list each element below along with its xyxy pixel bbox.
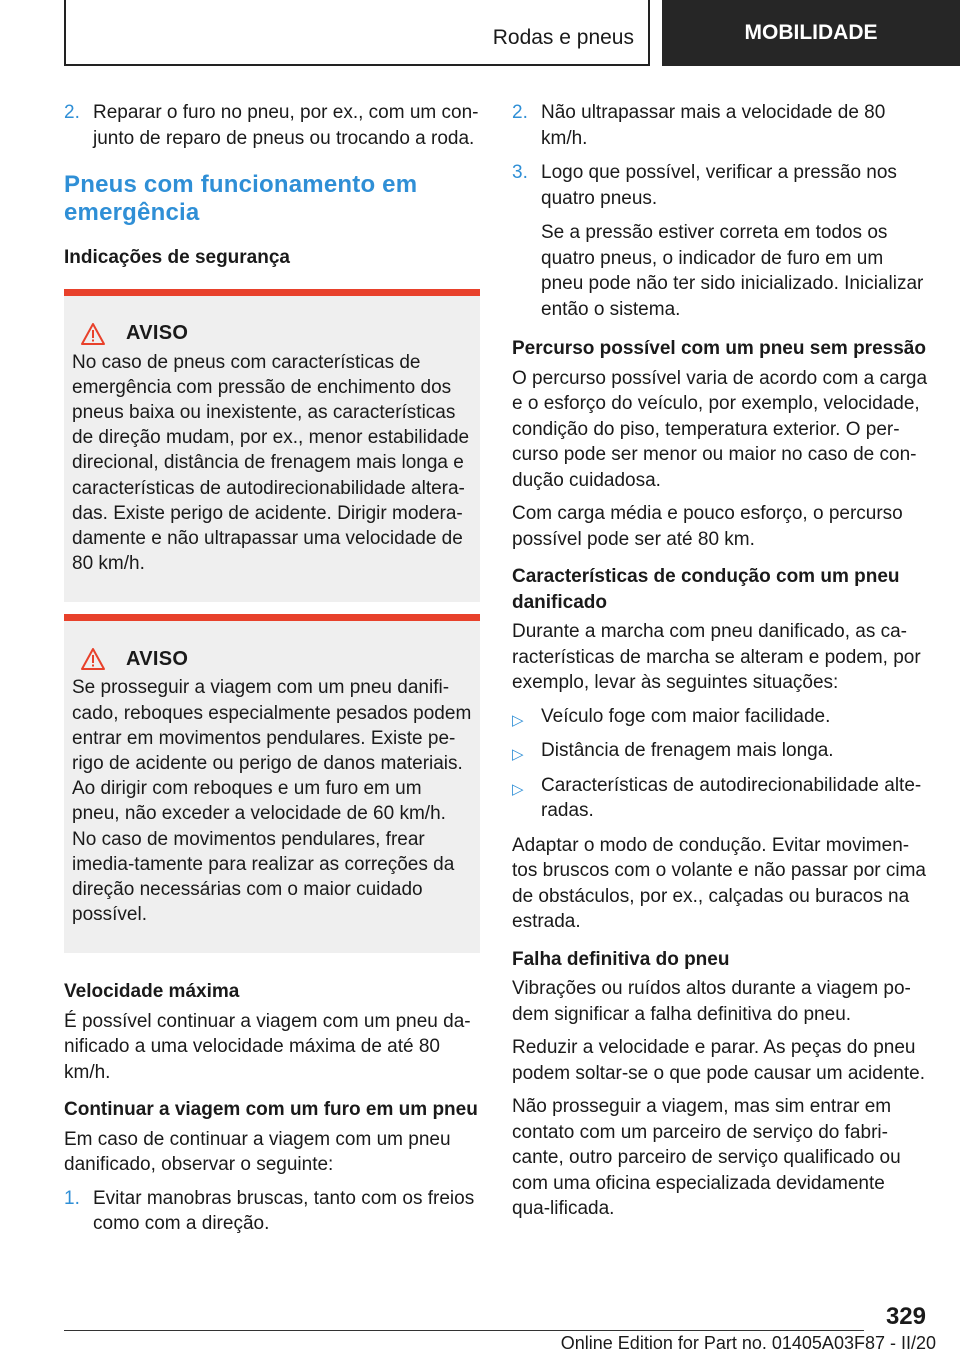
edition-text: Online Edition for Part no. 01405A03F87 - II/20 (560, 1333, 936, 1353)
page-number: 329 (885, 1303, 926, 1330)
list-item (64, 1186, 480, 1237)
list-item (512, 160, 928, 211)
list-number: 2. (64, 102, 80, 123)
chapter-label: MOBILIDADE (744, 21, 878, 44)
list-text: Não ultrapassar mais a velocidade de 80 km/h. (541, 102, 886, 149)
bullet-text: Características de autodirecionabilidade alte-radas. (541, 774, 922, 821)
range-text: O percurso possível varia de acordo com a carga e o esforço do veículo, por exemplo, velocidade, condição do piso, temperatura exterior. O per-curso pode ser menor ou maior no caso de con-dução cuidadosa. (512, 367, 928, 491)
adapt-text: Adaptar o modo de condução. Evitar movimen-tos bruscos com o volante e não passar por cima de obstáculos, por ex., calçadas ou buracos na estrada. (512, 834, 926, 932)
bullet-text: Veículo foge com maior facilidade. (541, 705, 831, 727)
list-item (512, 738, 928, 764)
list-item (64, 100, 480, 151)
header-divider-bottom (64, 64, 650, 66)
max-speed-text: É possível continuar a viagem com um pneu da-nificado a uma velocidade máxima de até 80 km/h. (64, 1010, 471, 1083)
failure-heading: Falha definitiva do pneu (512, 948, 730, 970)
header-divider-middle (648, 0, 650, 66)
section-title: Rodas e pneus (492, 26, 634, 49)
warning-title: AVISO (126, 322, 189, 344)
triangle-bullet-icon: ▷ (512, 780, 524, 798)
footer-divider (64, 1330, 864, 1331)
list-number: 2. (512, 102, 528, 123)
range-text: Com carga média e pouco esforço, o percurso possível pode ser até 80 km. (512, 503, 903, 550)
right-column (512, 100, 928, 1230)
triangle-bullet-icon: ▷ (512, 711, 524, 729)
list-number: 3. (512, 162, 528, 183)
list-text: Logo que possível, verificar a pressão nos quatro pneus. (541, 162, 897, 209)
warning-title: AVISO (126, 647, 189, 670)
section-heading: Pneus com funcionamento em emergência (64, 171, 418, 226)
warning-triangle-icon (80, 647, 106, 671)
list-note: Se a pressão estiver correta em todos os quatro pneus, o indicador de furo em um pneu pode não ter sido inicializado. Inicializar então o sistema. (541, 222, 924, 320)
warning-box (64, 289, 480, 603)
warning-text: No caso de pneus com características de emergência com pressão de enchimento dos pneus baixa ou inexistente, as características de direção mudam, por ex., menor estabilidade direcional, distância de frenagem mais longa e características de autodirecionabilidade altera-das. Existe perigo de acidente. Dirigir modera-damente e não ultrapassar uma velocidade de 80 km/h. (72, 351, 470, 575)
list-item (512, 704, 928, 730)
list-text: Evitar manobras bruscas, tanto com os freios como com a direção. (93, 1187, 475, 1235)
header-divider-left (64, 0, 66, 66)
max-speed-heading: Velocidade máxima (64, 981, 240, 1003)
list-text: Reparar o furo no pneu, por ex., com um con-junto de reparo de pneus ou trocando a roda. (93, 102, 479, 149)
safety-heading: Indicações de segurança (64, 247, 290, 268)
continue-heading: Continuar a viagem com um furo em um pneu (64, 1099, 478, 1121)
warning-header (80, 647, 472, 671)
failure-text: Reduzir a velocidade e parar. As peças do pneu podem soltar-se o que pode causar um acidente. (512, 1037, 925, 1084)
list-item (512, 773, 928, 824)
warning-header (80, 322, 472, 346)
range-heading: Percurso possível com um pneu sem pressão (512, 338, 926, 359)
chapter-tab (662, 0, 960, 66)
failure-text: Não prosseguir a viagem, mas sim entrar em contato com um parceiro de serviço do fabri-cante, outro parceiro de serviço qualificado ou com uma oficina especializada devidamente qua-lificada. (512, 1096, 901, 1219)
warning-triangle-icon (80, 322, 106, 346)
driving-text: Durante a marcha com pneu danificado, as ca-racterísticas de marcha se alteram e podem, por exemplo, levar às seguintes situações: (512, 621, 921, 693)
list-item (512, 100, 928, 151)
left-column (64, 100, 480, 1246)
warning-box (64, 614, 480, 953)
failure-text: Vibrações ou ruídos altos durante a viagem po-dem significar a falha definitiva do pneu. (512, 978, 911, 1025)
warning-text: Se prosseguir a viagem com um pneu danifi-cado, reboques especialmente pesados podem entrar em movimentos pendulares. Existe pe-rigo de acidente ou perigo de danos materiais. Ao dirigir com reboques e um furo em um pneu, não exceder a velocidade de 60 km/h. No caso de movimentos pendulares, frear imedia-tamente para realizar as correções da direção necessárias com o maior cuidado possível. (72, 677, 472, 926)
continue-text: Em caso de continuar a viagem com um pneu danificado, observar o seguinte: (64, 1128, 451, 1176)
driving-heading: Características de condução com um pneu danificado (512, 566, 900, 613)
bullet-text: Distância de frenagem mais longa. (541, 740, 834, 761)
triangle-bullet-icon: ▷ (512, 746, 524, 763)
list-number: 1. (64, 1187, 80, 1209)
